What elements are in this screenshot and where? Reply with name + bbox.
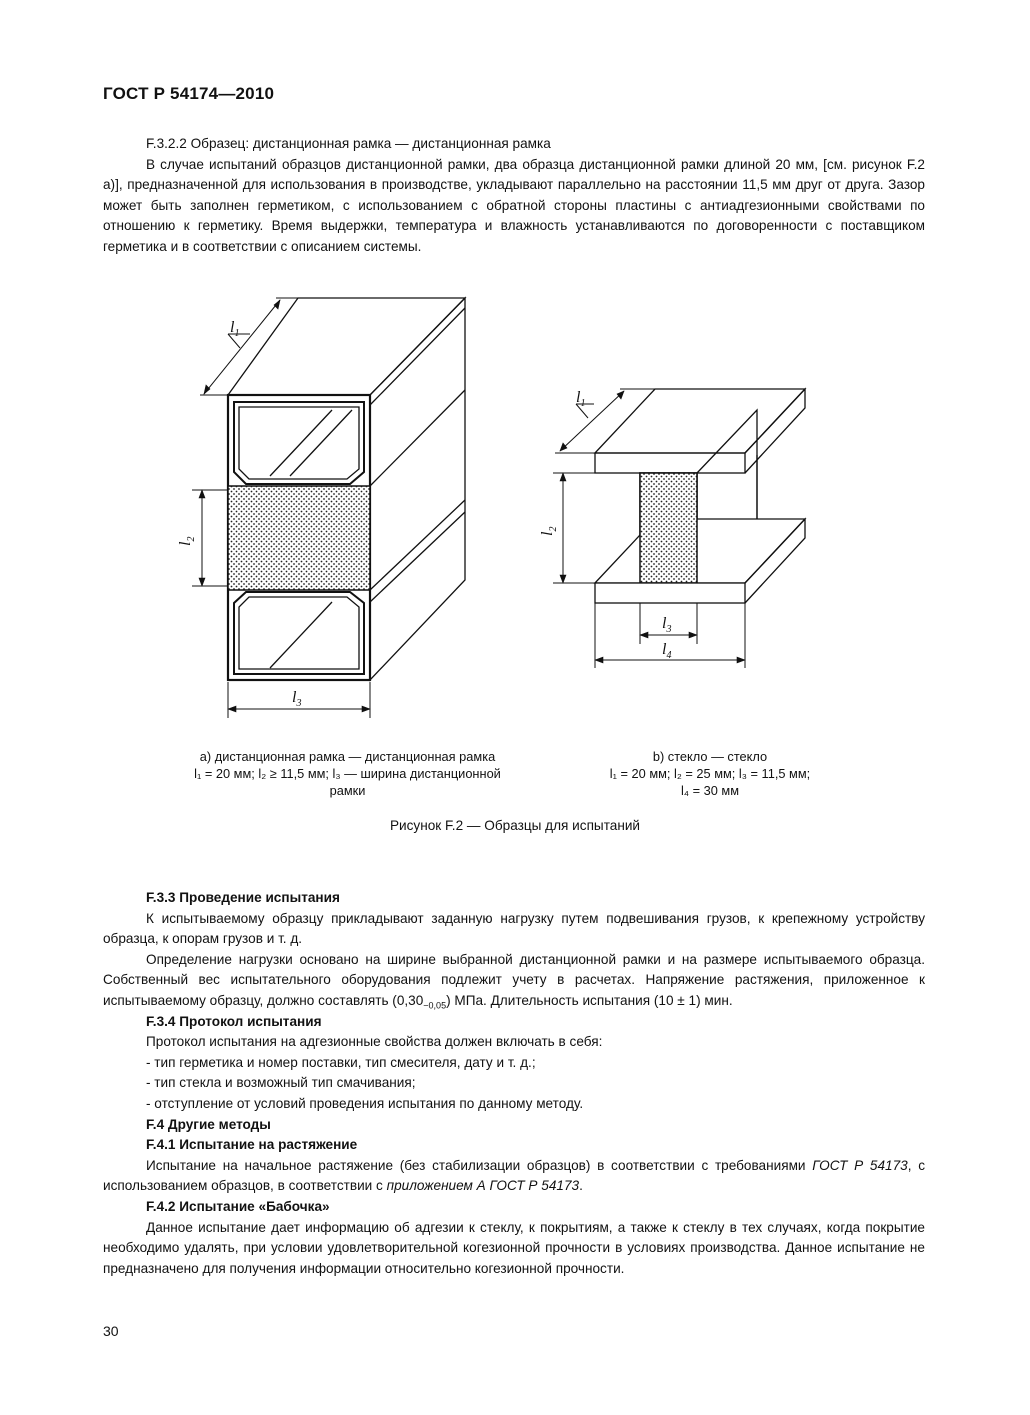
drawing-b-glass-glass	[553, 389, 805, 668]
label-a-l1: $l_1$	[230, 319, 240, 339]
section-f42-body: Данное испытание дает информацию об адгезии к стеклу, к покрытиям, а также к стеклу в тех случаях, когда покрытие необходимо удалять, при условии удовлетворительной когезионной прочности в условиях производства. Данное испытание не предназначено для получения информации относительно когезионной прочности.	[103, 1219, 925, 1276]
lower-sections	[103, 888, 925, 1279]
label-b-l1: $l_1$	[576, 389, 586, 409]
section-f322	[103, 134, 925, 258]
section-f34-intro: Протокол испытания на адгезионные свойства должен включать в себя:	[146, 1034, 603, 1050]
label-a-l2: $l_2$	[177, 536, 197, 546]
page-header: ГОСТ Р 54174—2010	[103, 84, 275, 103]
section-f4-title: F.4 Другие методы	[146, 1116, 271, 1132]
section-f41-body: Испытание на начальное растяжение (без стабилизации образцов) в соответствии с требованиями ГОСТ Р 54173, с использованием образцов, в соответствии с приложением А ГОСТ Р 54173.	[103, 1157, 925, 1194]
section-f322-body: В случае испытаний образцов дистанционной рамки, два образца дистанционной рамки длиной 20 мм, [см. рисунок F.2 а)], предназначенной для использования в производстве, укладывают параллельно на расстоянии 11,5 мм друг от друга. Зазор может быть заполнен герметиком, с использованием с обратной стороны пластины с антиадгезионными свойствами по отношению к герметику. Время выдержки, температура и влажность устанавливаются по договоренности с поставщиком герметика и в соответствии с описанием системы.	[103, 156, 925, 254]
caption-a-line1: а) дистанционная рамка — дистанционная рамка	[199, 749, 496, 764]
caption-b-line3: l₄ = 30 мм	[680, 783, 740, 798]
list-item: - тип герметика и номер поставки, тип смесителя, дату и т. д.;	[146, 1054, 536, 1070]
section-f33-p1: К испытываемому образцу прикладывают заданную нагрузку путем подвешивания грузов, к крепежному устройству образца, к опорам грузов и т. д.	[103, 910, 925, 947]
section-f41-title: F.4.1 Испытание на растяжение	[146, 1137, 358, 1153]
caption-a-line2: l₁ = 20 мм; l₂ ≥ 11,5 мм; l₃ — ширина дистанционной	[194, 766, 501, 781]
section-f33-title: F.3.3 Проведение испытания	[146, 890, 340, 905]
section-f42-title: F.4.2 Испытание «Бабочка»	[146, 1198, 330, 1214]
figure-f2-drawing	[177, 290, 840, 730]
label-b-l4: $l_4$	[662, 641, 672, 661]
caption-b-line2: l₁ = 20 мм; l₂ = 25 мм; l₃ = 11,5 мм;	[609, 766, 811, 781]
section-f34-title: F.3.4 Протокол испытания	[146, 1013, 322, 1029]
figure-title: Рисунок F.2 — Образцы для испытаний	[389, 818, 641, 833]
list-item: - тип стекла и возможный тип смачивания;	[146, 1075, 416, 1091]
caption-a-line3: рамки	[329, 783, 366, 798]
caption-b	[545, 748, 875, 799]
page-number: 30	[103, 1323, 119, 1339]
section-f33-p2: Определение нагрузки основано на ширине выбранной дистанционной рамки и на размере испытываемого образца. Собственный вес испытательного оборудования подлежит учету в расчетах. Напряжение растяжения, приложенное к испытываемому образцу, должно составлять $(0,30_{-0,05})$ МПа. Длительность испытания (10 ± 1) мин.	[103, 951, 925, 1011]
ref-gost-54173: ГОСТ Р 54173	[812, 1157, 908, 1173]
list-item: - отступление от условий проведения испытания по данному методу.	[146, 1095, 584, 1111]
section-f322-title: F.3.2.2 Образец: дистанционная рамка — дистанционная рамка	[146, 136, 551, 151]
caption-a	[160, 748, 535, 799]
label-b-l3: $l_3$	[662, 615, 672, 635]
ref-appendix-a: приложением А ГОСТ Р 54173	[386, 1178, 580, 1194]
drawing-a-spacer-frame	[192, 298, 465, 718]
label-a-l3: $l_3$	[292, 689, 302, 709]
label-b-l2: $l_2$	[539, 526, 559, 536]
figure-f2	[177, 290, 840, 730]
caption-b-line1: b) стекло — стекло	[652, 749, 768, 764]
